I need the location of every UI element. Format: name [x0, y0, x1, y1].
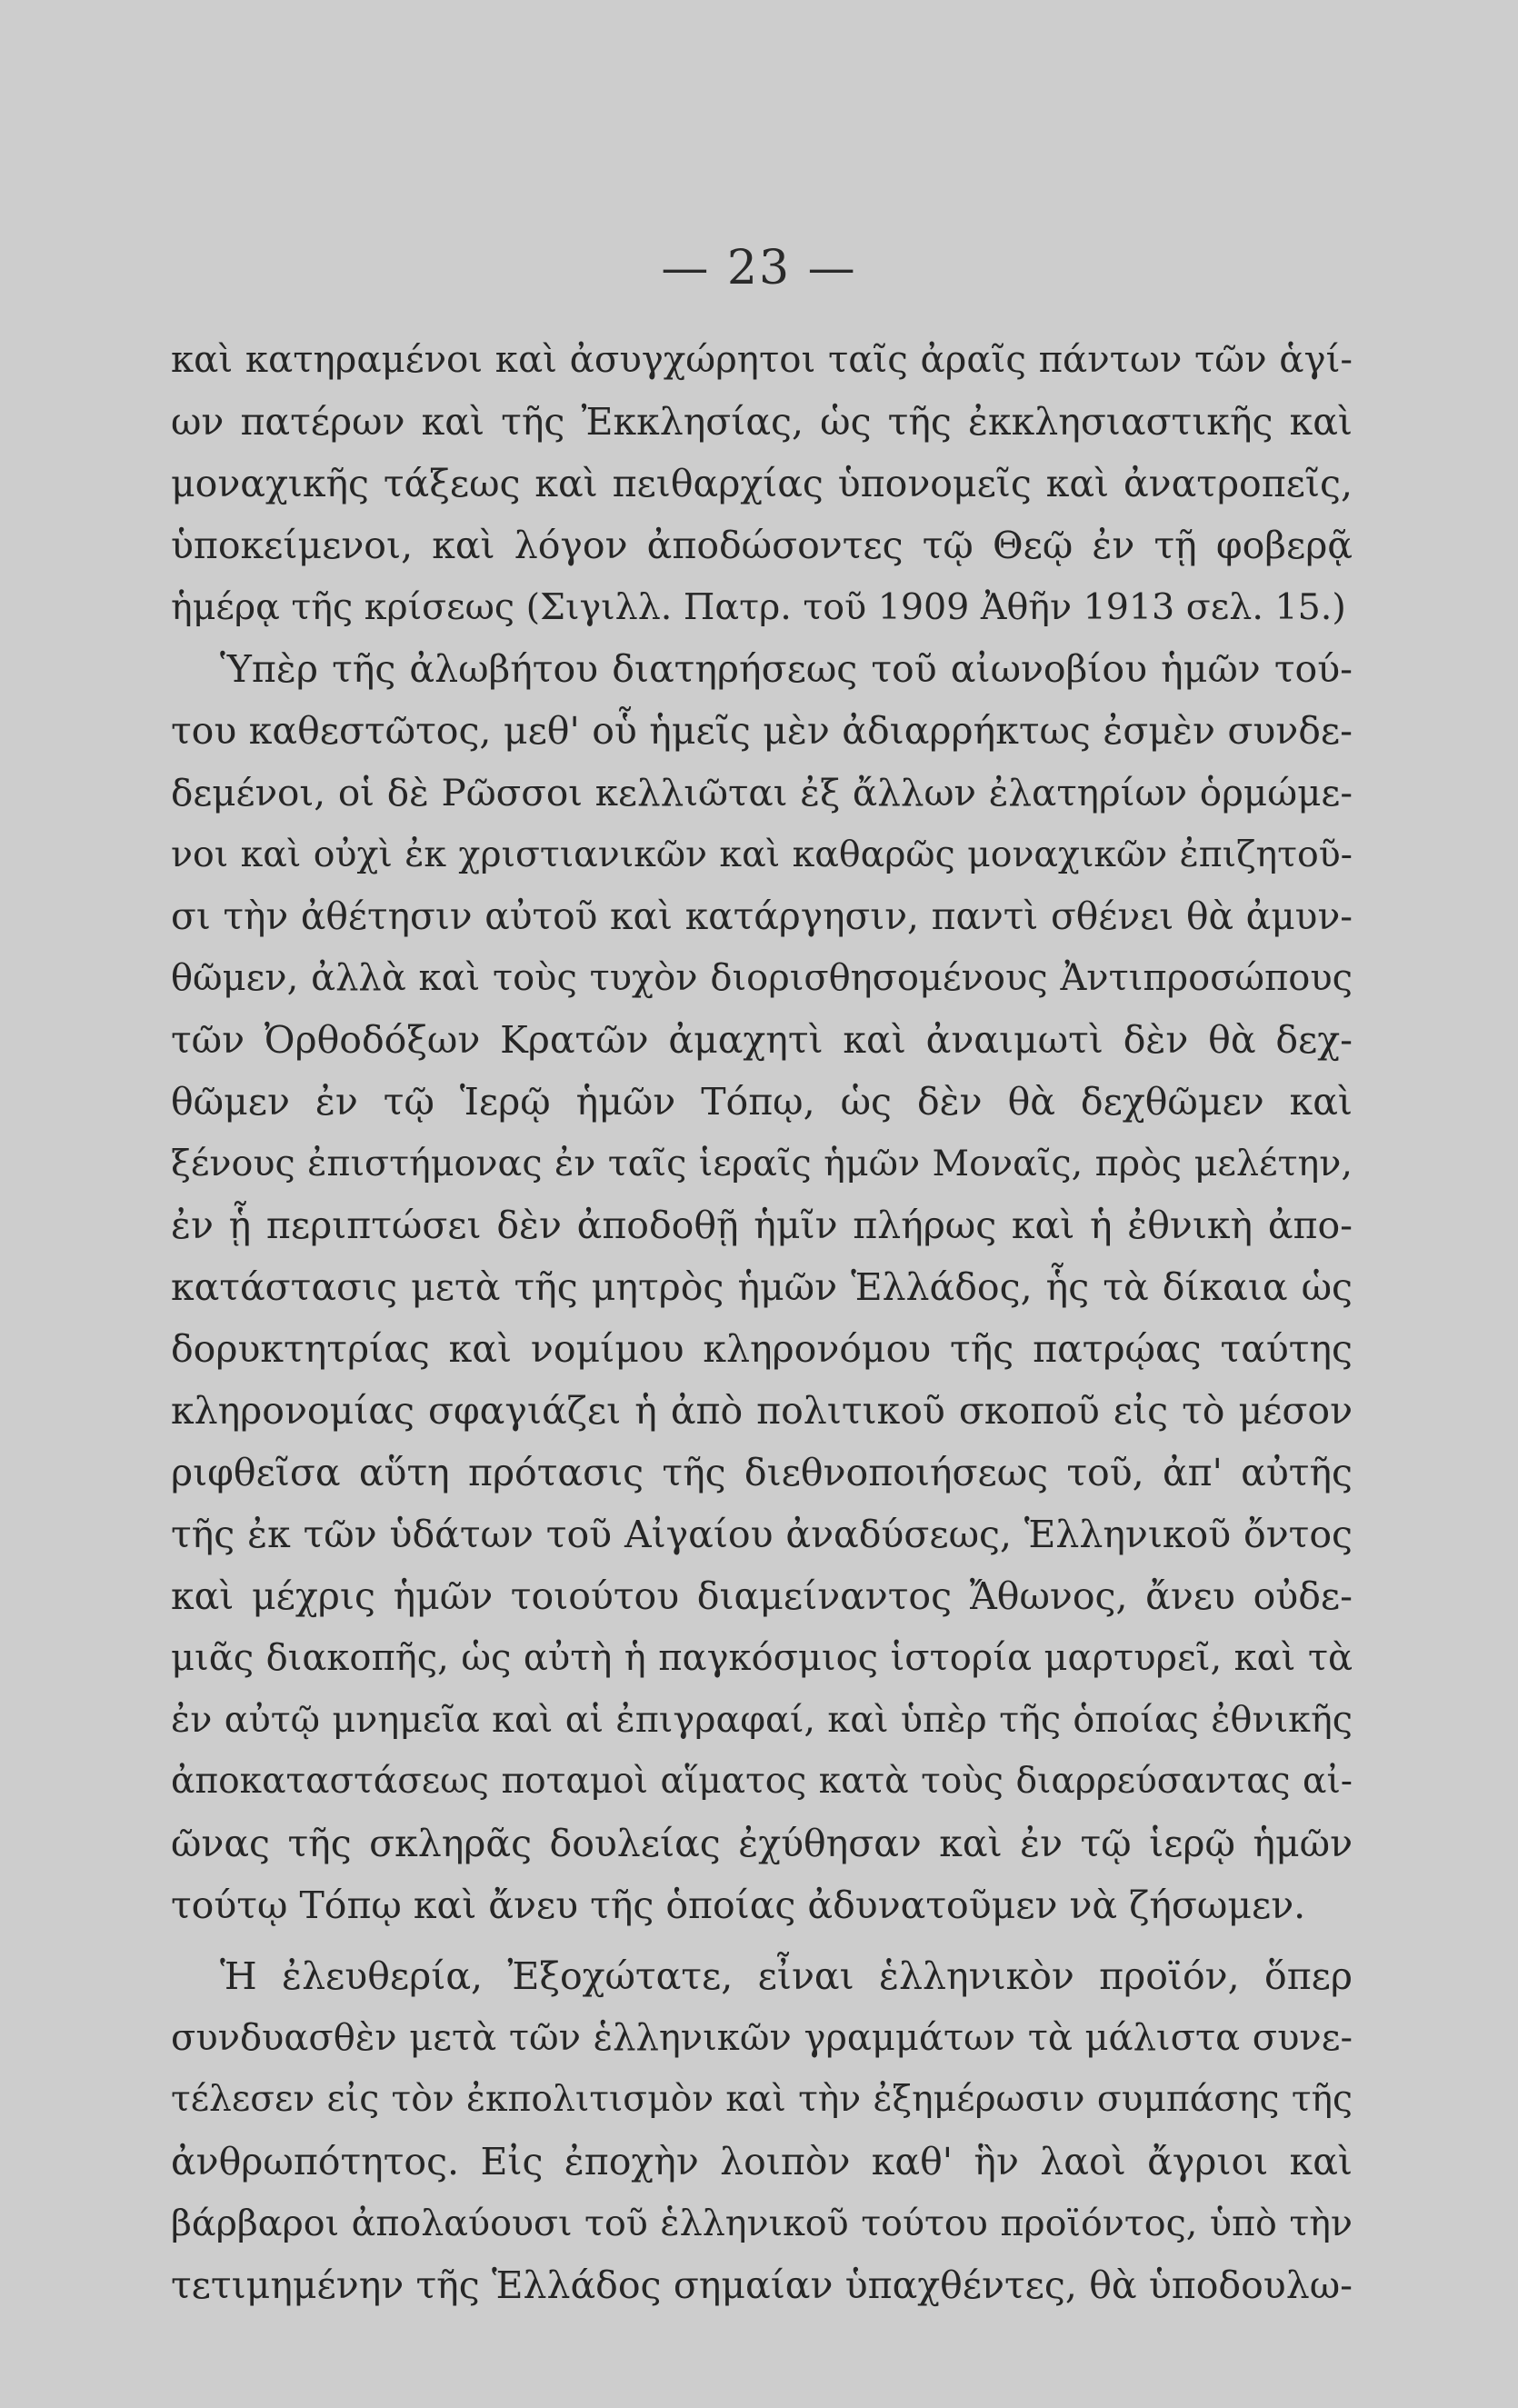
text-line: ἀνθρωπότητος. Εἰς ἐποχὴν λοιπὸν καθ' ἣν λαοὶ ἄγριοι καὶ: [171, 2140, 1353, 2183]
text-line: τούτῳ Τόπῳ καὶ ἄνευ τῆς ὁποίας ἀδυνατοῦμεν νὰ ζήσωμεν.: [171, 1883, 1306, 1927]
text-line: τῆς ἐκ τῶν ὑδάτων τοῦ Αἰγαίου ἀναδύσεως, Ἑλληνικοῦ ὄντος: [171, 1513, 1353, 1556]
text-line: σι τὴν ἀθέτησιν αὐτοῦ καὶ κατάργησιν, παντὶ σθένει θὰ ἀμυν-: [171, 894, 1353, 938]
text-line: του καθεστῶτος, μεθ' οὗ ἡμεῖς μὲν ἀδιαρρήκτως ἐσμὲν συνδε-: [171, 709, 1353, 753]
text-line: συνδυασθὲν μετὰ τῶν ἑλληνικῶν γραμμάτων τὰ μάλιστα συνε-: [171, 2017, 1353, 2059]
text-line: βάρβαροι ἀπολαύουσι τοῦ ἑλληνικοῦ τούτου προϊόντος, ὑπὸ τὴν: [171, 2203, 1353, 2244]
text-line: ῶνας τῆς σκληρᾶς δουλείας ἐχύθησαν καὶ ἐν τῷ ἱερῷ ἡμῶν: [171, 1822, 1353, 1865]
text-line: τέλεσεν εἰς τὸν ἐκπολιτισμὸν καὶ τὴν ἐξημέρωσιν συμπάσης τῆς: [171, 2079, 1353, 2120]
text-line: ἐν ᾗ περιπτώσει δὲν ἀποδοθῇ ἡμῖν πλήρως καὶ ἡ ἐθνικὴ ἀπο-: [171, 1204, 1353, 1247]
text-line: ὑποκείμενοι, καὶ λόγον ἀποδώσοντες τῷ Θεῷ ἐν τῇ φοβερᾷ: [171, 524, 1353, 567]
page-number: — 23 —: [661, 241, 857, 295]
body-text: [171, 329, 1353, 2316]
text-line: μοναχικῆς τάξεως καὶ πειθαρχίας ὑπονομεῖς καὶ ἀνατροπεῖς,: [171, 462, 1353, 505]
text-line: μιᾶς διακοπῆς, ὡς αὐτὴ ἡ παγκόσμιος ἱστορία μαρτυρεῖ, καὶ τὰ: [171, 1637, 1353, 1679]
text-line: κληρονομίας σφαγιάζει ἡ ἀπὸ πολιτικοῦ σκοποῦ εἰς τὸ μέσον: [171, 1389, 1353, 1433]
text-line: δεμένοι, οἱ δὲ Ρῶσσοι κελλιῶται ἐξ ἄλλων ἐλατηρίων ὁρμώμε-: [171, 771, 1353, 814]
text-line: ἀποκαταστάσεως ποταμοὶ αἵματος κατὰ τοὺς διαρρεύσαντας αἰ-: [171, 1761, 1353, 1802]
text-line: καὶ μέχρις ἡμῶν τοιούτου διαμείναντος Ἄθωνος, ἄνευ οὐδε-: [171, 1574, 1353, 1618]
text-line: νοι καὶ οὐχὶ ἐκ χριστιανικῶν καὶ καθαρῶς μοναχικῶν ἐπιζητοῦ-: [171, 834, 1353, 875]
text-line: Ὑπὲρ τῆς ἀλωβήτου διατηρήσεως τοῦ αἰωνοβίου ἡμῶν τού-: [220, 647, 1353, 691]
paragraph-3: [171, 1945, 1353, 2316]
text-line: ἐν αὐτῷ μνημεῖα καὶ αἱ ἐπιγραφαί, καὶ ὑπὲρ τῆς ὁποίας ἐθνικῆς: [171, 1699, 1353, 1741]
paragraph-2: [171, 638, 1353, 1936]
text-line: θῶμεν, ἀλλὰ καὶ τοὺς τυχὸν διορισθησομένους Ἀντιπροσώπους: [171, 957, 1353, 999]
text-line: ριφθεῖσα αὕτη πρότασις τῆς διεθνοποιήσεως τοῦ, ἀπ' αὐτῆς: [171, 1451, 1353, 1494]
text-line: καὶ κατηραμένοι καὶ ἀσυγχώρητοι ταῖς ἀραῖς πάντων τῶν ἁγί-: [171, 338, 1353, 381]
text-line: τῶν Ὀρθοδόξων Κρατῶν ἀμαχητὶ καὶ ἀναιμωτὶ δὲν θὰ δεχ-: [171, 1018, 1353, 1062]
text-line: κατάστασις μετὰ τῆς μητρὸς ἡμῶν Ἑλλάδος, ἧς τὰ δίκαια ὡς: [171, 1265, 1353, 1309]
text-line: ξένους ἐπιστήμονας ἐν ταῖς ἱεραῖς ἡμῶν Μοναῖς, πρὸς μελέτην,: [171, 1143, 1353, 1184]
text-line: θῶμεν ἐν τῷ Ἱερῷ ἡμῶν Τόπῳ, ὡς δὲν θὰ δεχθῶμεν καὶ: [171, 1080, 1353, 1124]
text-line: Ἡ ἐλευθερία, Ἐξοχώτατε, εἶναι ἑλληνικὸν προϊόν, ὅπερ: [220, 1954, 1353, 1998]
text-line: ἡμέρᾳ τῆς κρίσεως (Σιγιλλ. Πατρ. τοῦ 1909 Ἀθῆν 1913 σελ. 15.): [171, 586, 1346, 628]
text-line: δορυκτητρίας καὶ νομίμου κληρονόμου τῆς πατρῴας ταύτης: [171, 1327, 1353, 1371]
paragraph-1: [171, 329, 1353, 638]
text-line: τετιμημένην τῆς Ἑλλάδος σημαίαν ὑπαχθέντες, θὰ ὑποδουλω-: [171, 2263, 1353, 2307]
text-line: ων πατέρων καὶ τῆς Ἐκκλησίας, ὡς τῆς ἐκκλησιαστικῆς καὶ: [171, 400, 1353, 444]
